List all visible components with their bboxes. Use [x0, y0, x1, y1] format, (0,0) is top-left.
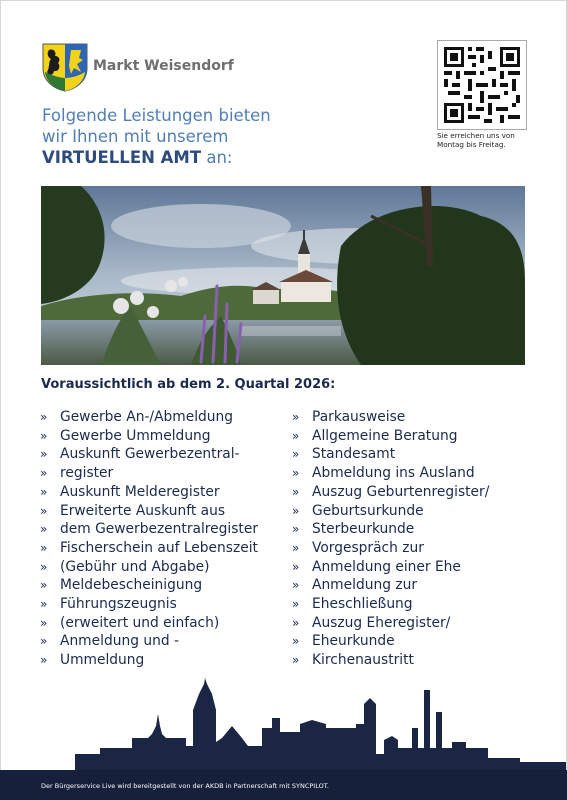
service-item-label: Auszug Geburtenregister/: [312, 483, 490, 500]
bullet-marker: »: [292, 447, 300, 462]
service-item: [292, 558, 489, 577]
service-item-label: Auszug Eheregister/: [312, 614, 451, 631]
bullet-marker: »: [292, 540, 300, 555]
service-item: [292, 595, 489, 614]
service-item-label: Allgemeine Beratung: [312, 427, 458, 444]
service-item: [292, 408, 489, 427]
bullet-marker: »: [292, 653, 300, 668]
service-item-label: register: [60, 465, 114, 482]
service-item: [40, 502, 258, 521]
service-item: [40, 651, 258, 670]
service-item-label: Sterbeurkunde: [312, 521, 415, 538]
service-item-label: Auskunft Gewerbezentral-: [60, 446, 240, 463]
service-item-label: Vorgespräch zur: [312, 539, 424, 556]
bullet-marker: »: [40, 597, 48, 612]
service-list-right: [292, 408, 489, 670]
headline-emphasis: VIRTUELLEN AMT: [42, 148, 202, 167]
bullet-marker: »: [40, 447, 48, 462]
service-item: [292, 576, 489, 595]
service-item-label: Anmeldung und -: [60, 633, 179, 650]
service-item: [40, 632, 258, 651]
service-item: [40, 464, 258, 483]
service-item-label: Meldebescheinigung: [60, 577, 203, 594]
service-item-label: Erweiterte Auskunft aus: [60, 502, 226, 519]
headline-line-2: wir Ihnen mit unserem: [42, 127, 229, 146]
bullet-marker: »: [292, 634, 300, 649]
bullet-marker: »: [40, 466, 48, 481]
bullet-marker: »: [40, 653, 48, 668]
service-item-label: Führungszeugnis: [60, 596, 177, 613]
service-item-label: Anmeldung einer Ehe: [312, 558, 461, 575]
service-item-label: Abmeldung ins Ausland: [312, 465, 475, 482]
service-item: [40, 408, 258, 427]
coat-of-arms-logo: [41, 42, 89, 92]
bullet-marker: »: [40, 559, 48, 574]
bullet-marker: »: [292, 578, 300, 593]
bullet-marker: »: [40, 484, 48, 499]
bullet-marker: »: [292, 410, 300, 424]
service-item-label: Parkausweise: [312, 409, 406, 425]
service-item: [292, 427, 489, 446]
service-item-label: (Gebühr und Abgabe): [60, 558, 210, 575]
bullet-marker: »: [292, 597, 300, 612]
bullet-marker: »: [40, 615, 48, 630]
bullet-marker: »: [292, 522, 300, 537]
service-item-label: (erweitert und einfach): [60, 614, 220, 631]
service-item: [40, 576, 258, 595]
service-item: [292, 445, 489, 464]
service-item: [40, 558, 258, 577]
bullet-marker: »: [292, 428, 300, 443]
service-item: [292, 539, 489, 558]
bullet-marker: »: [40, 428, 48, 443]
service-item: [292, 502, 489, 521]
service-list-left: [40, 408, 258, 670]
bullet-marker: »: [292, 466, 300, 481]
bullet-marker: »: [292, 615, 300, 630]
service-item: [40, 483, 258, 502]
service-item: [292, 614, 489, 633]
service-item-label: Geburtsurkunde: [312, 502, 424, 519]
service-item: [292, 483, 489, 502]
service-item: [292, 464, 489, 483]
town-skyline-silhouette: [0, 676, 567, 770]
bullet-marker: »: [40, 522, 48, 537]
headline-suffix: an:: [201, 148, 233, 167]
service-item: [40, 520, 258, 539]
footer-text: Der Bürgerservice Live wird bereitgestellt von der AKDB in Partnerschaft mit SYNCPILOT.: [41, 782, 329, 790]
service-item: [40, 614, 258, 633]
service-item: [40, 539, 258, 558]
service-item-label: Fischerschein auf Lebenszeit: [60, 539, 258, 556]
qr-code[interactable]: [437, 40, 527, 130]
bullet-marker: »: [40, 410, 48, 424]
service-item-label: Kirchenaustritt: [312, 652, 414, 669]
service-item: [292, 520, 489, 539]
headline-line-1: Folgende Leistungen bieten: [42, 106, 271, 125]
bullet-marker: »: [40, 540, 48, 555]
municipality-name: Markt Weisendorf: [93, 58, 234, 74]
bullet-marker: »: [292, 484, 300, 499]
service-item: [40, 445, 258, 464]
service-item-label: Anmeldung zur: [312, 577, 417, 594]
bullet-marker: »: [292, 503, 300, 518]
headline: [42, 105, 372, 168]
qr-note: Sie erreichen uns von Montag bis Freitag.: [437, 131, 515, 149]
bullet-marker: »: [40, 503, 48, 518]
bullet-marker: »: [40, 578, 48, 593]
village-landscape-photo: [41, 186, 525, 365]
service-item: [40, 427, 258, 446]
service-item: [40, 595, 258, 614]
qr-code-image: [438, 41, 526, 129]
service-item-label: Gewerbe An-/Abmeldung: [60, 409, 234, 425]
service-item: [292, 651, 489, 670]
service-item-label: dem Gewerbezentralregister: [60, 521, 258, 538]
bullet-marker: »: [40, 634, 48, 649]
service-item-label: Eheurkunde: [312, 633, 395, 650]
service-item-label: Standesamt: [312, 446, 396, 463]
availability-heading: Voraussichtlich ab dem 2. Quartal 2026:: [41, 377, 336, 392]
bullet-marker: »: [292, 559, 300, 574]
service-item: [292, 632, 489, 651]
service-item-label: Auskunft Melderegister: [60, 483, 220, 500]
service-item-label: Eheschließung: [312, 596, 413, 613]
service-item-label: Ummeldung: [60, 652, 145, 669]
service-item-label: Gewerbe Ummeldung: [60, 427, 211, 444]
footer-bar: [0, 770, 567, 800]
